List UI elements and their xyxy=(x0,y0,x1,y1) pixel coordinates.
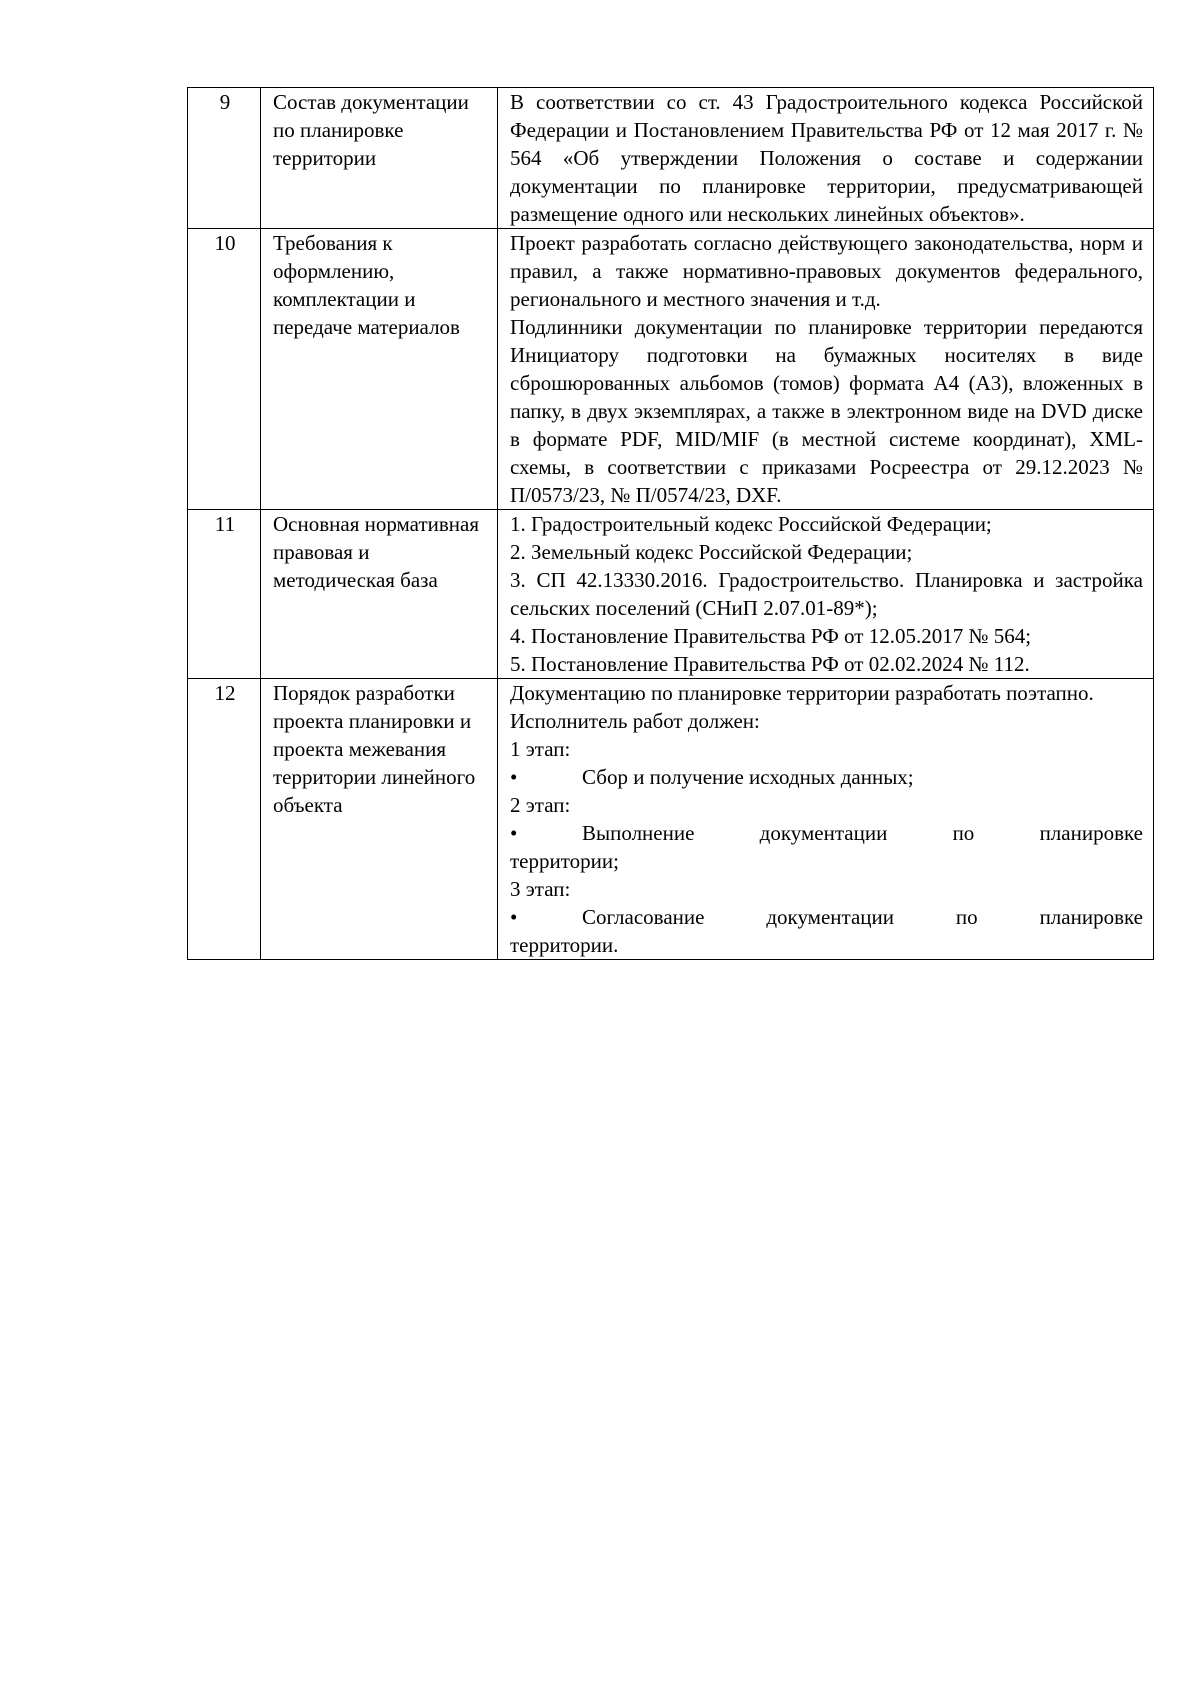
bullet-text: Согласование документации по планировке xyxy=(582,905,1143,929)
row-title: Основная нормативная правовая и методическая база xyxy=(261,510,498,679)
row-title: Порядок разработки проекта планировки и проекта межевания территории линейного объекта xyxy=(261,679,498,960)
list-item: 4. Постановление Правительства РФ от 12.05.2017 № 564; xyxy=(510,624,1032,648)
list-item: 2. Земельный кодекс Российской Федерации; xyxy=(510,540,913,564)
paragraph: Подлинники документации по планировке территории передаются Инициатору подготовки на бумажных носителях в виде сброшюрованных альбомов (томов) формата А4 (А3), вложенных в папку, в двух экземплярах, а также в электронном виде на DVD диске в формате PDF, MID/MIF (в местной системе координат), XML-схемы, в соответствии с приказами Росреестра от 29.12.2023 № П/0573/23, № П/0574/23, DXF. xyxy=(510,315,1143,507)
list-item xyxy=(510,903,1143,931)
row-content xyxy=(498,510,1154,679)
paragraph: Исполнитель работ должен: xyxy=(510,709,760,733)
list-item: 3. СП 42.13330.2016. Градостроительство. Планировка и застройка сельских поселений (СНиП 2.07.01-89*); xyxy=(510,568,1143,620)
stage-label: 1 этап: xyxy=(510,737,571,761)
bullet-icon: • xyxy=(510,821,518,845)
requirements-table xyxy=(187,87,1154,960)
row-title: Требования к оформлению, комплектации и передаче материалов xyxy=(261,229,498,510)
row-number: 12 xyxy=(188,679,261,960)
paragraph: Документацию по планировке территории разработать поэтапно. xyxy=(510,681,1094,705)
bullet-text: Сбор и получение исходных данных; xyxy=(582,765,914,789)
table-row xyxy=(188,679,1154,960)
bullet-icon: • xyxy=(510,905,518,929)
bullet-text-continued: территории; xyxy=(510,849,619,873)
row-content xyxy=(498,88,1154,229)
paragraph: Проект разработать согласно действующего законодательства, норм и правил, а также нормативно-правовых документов федерального, регионального и местного значения и т.д. xyxy=(510,231,1143,311)
table-row xyxy=(188,510,1154,679)
bullet-icon: • xyxy=(510,765,518,789)
paragraph: В соответствии со ст. 43 Градостроительного кодекса Российской Федерации и Постановлением Правительства РФ от 12 мая 2017 г. № 564 «Об утверждении Положения о составе и содержании документации по планировке территории, предусматривающей размещение одного или нескольких линейных объектов». xyxy=(510,90,1143,226)
row-number: 10 xyxy=(188,229,261,510)
list-item: 5. Постановление Правительства РФ от 02.02.2024 № 112. xyxy=(510,652,1030,676)
bullet-text-continued: территории. xyxy=(510,933,619,957)
row-content xyxy=(498,679,1154,960)
row-number: 9 xyxy=(188,88,261,229)
table-row xyxy=(188,229,1154,510)
row-content xyxy=(498,229,1154,510)
stage-label: 2 этап: xyxy=(510,793,571,817)
row-title: Состав документации по планировке территории xyxy=(261,88,498,229)
table-row xyxy=(188,88,1154,229)
list-item xyxy=(510,819,1143,847)
list-item: 1. Градостроительный кодекс Российской Федерации; xyxy=(510,512,992,536)
bullet-text: Выполнение документации по планировке xyxy=(582,821,1143,845)
stage-label: 3 этап: xyxy=(510,877,571,901)
row-number: 11 xyxy=(188,510,261,679)
list-item xyxy=(510,763,1143,791)
